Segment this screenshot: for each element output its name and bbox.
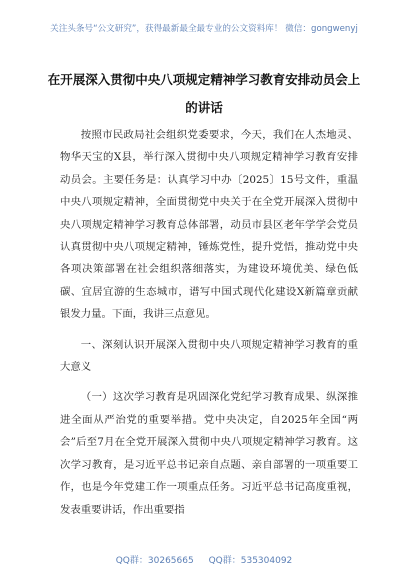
header-banner: 关注头条号“公文研究”，获得最新最全最专业的公文资料库！ 微信：gongwenyj (50, 24, 358, 34)
footer-qq-group-2: QQ群：535304092 (208, 556, 293, 566)
footer (0, 553, 408, 566)
document-body (60, 124, 358, 521)
footer-qq-group-1: QQ群：30265665 (115, 556, 194, 566)
document-title: 在开展深入贯彻中央八项规定精神学习教育安排动员会上的讲话 (47, 72, 361, 115)
section-heading: 一、深刻认识开展深入贯彻中央八项规定精神学习教育的重大意义 (60, 338, 358, 374)
intro-paragraph: 按照市民政局社会组织党委要求，今天，我们在人杰地灵、物华天宝的X县，举行深入贯彻中央八项规定精神学习教育安排动员会。主要任务是：认真学习中办〔2025〕15号文件，重温中央八项规定精神，全面贯彻党中央关于在全党开展深入贯彻中央八项规定精神学习教育总体部署，动员市县区老年学学会党员认真贯彻中央八项规定精神，锤炼党性，提升党悟，推动党中央各项决策部署在社会组织落细落实，为建设环境优美、绿色低碳、宜居宜游的生态城市，谱写中国式现代化建设X新篇章贡献银发力量。下面，我讲三点意见。 (60, 129, 358, 321)
subsection-paragraph: （一）这次学习教育是巩固深化党纪学习教育成果、纵深推进全面从严治党的重要举措。党中央决定，自2025年全国“两会”后至7月在全党开展深入贯彻中央八项规定精神学习教育。这次学习教育，是习近平总书记亲自点题、亲自部署的一项重要工作，也是今年党建工作一项重点任务。习近平总书记高度重视，发表重要讲话，作出重要指 (60, 391, 358, 516)
